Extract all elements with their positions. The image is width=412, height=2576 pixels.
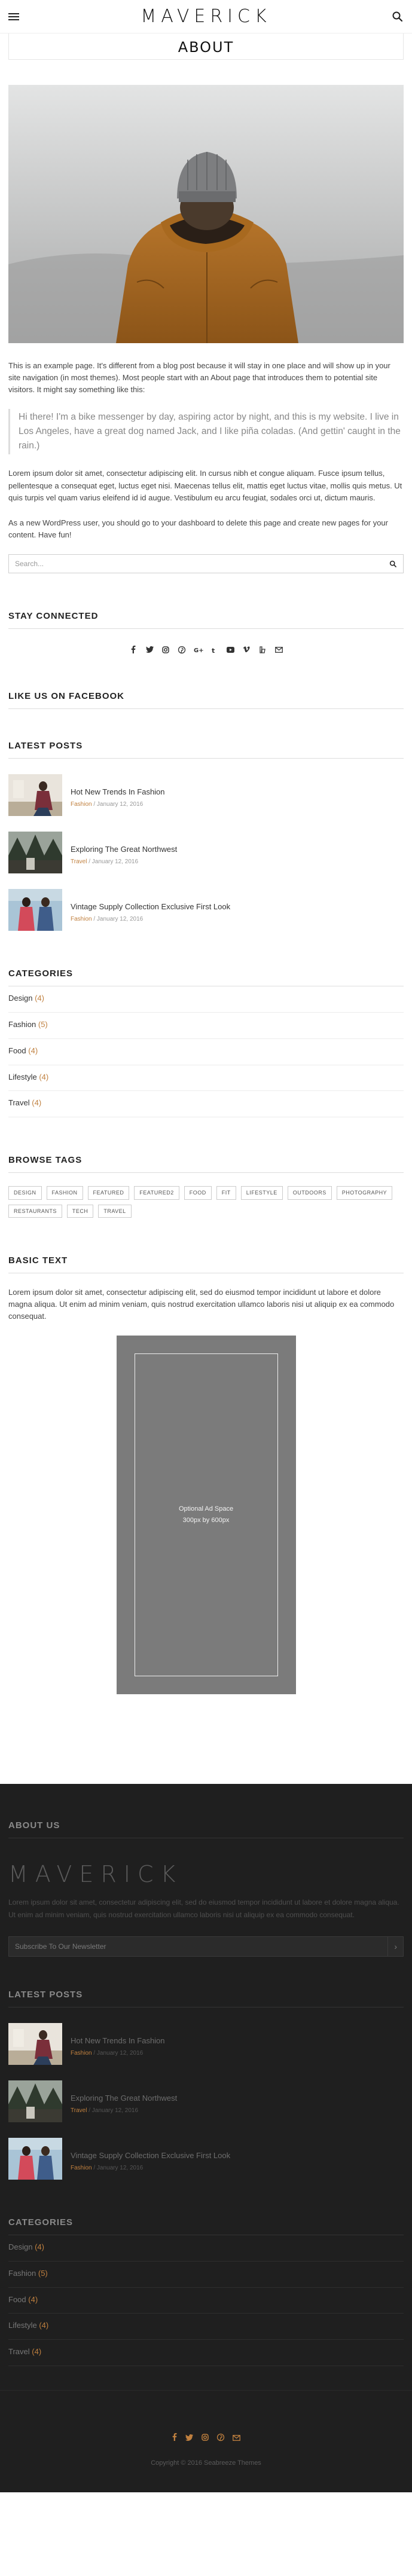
post-category[interactable]: Fashion — [71, 800, 92, 808]
footer-post-item[interactable] — [0, 2138, 412, 2180]
site-footer — [0, 1784, 412, 2492]
post-thumbnail[interactable] — [8, 774, 62, 816]
post-date: January 12, 2016 — [96, 915, 144, 922]
post-date: January 12, 2016 — [96, 800, 144, 808]
tag-link[interactable]: FIT — [216, 1186, 236, 1199]
category-item[interactable]: Food (4) — [8, 1039, 404, 1065]
youtube-icon[interactable] — [227, 646, 234, 653]
category-item[interactable]: Fashion (5) — [8, 2262, 404, 2288]
post-category[interactable]: Fashion — [71, 2164, 92, 2171]
ad-space[interactable] — [117, 1336, 296, 1694]
basic-text-body: Lorem ipsum dolor sit amet, consectetur adipiscing elit, sed do eiusmod tempor incididunt ut labore et dolore magna aliqua. Ut enim ad minim veniam, quis nostrud exercitation ullamco laboris nisi ut aliquip ex ea commodo consequat. — [8, 1287, 395, 1321]
footer-about-title: ABOUT US — [8, 1820, 60, 1831]
post-title[interactable]: Vintage Supply Collection Exclusive First Look — [71, 902, 231, 912]
tag-link[interactable]: LIFESTYLE — [241, 1186, 283, 1199]
twitter-icon[interactable] — [185, 2433, 193, 2445]
post-thumbnail[interactable] — [8, 2138, 62, 2180]
pinterest-icon[interactable] — [217, 2433, 224, 2445]
hero-image — [8, 85, 404, 343]
category-item[interactable]: Design (4) — [8, 986, 404, 1013]
social-icons — [8, 646, 404, 653]
post-title[interactable]: Vintage Supply Collection Exclusive First Look — [71, 2150, 231, 2160]
tags-title: BROWSE TAGS — [8, 1155, 83, 1166]
post-meta: Travel / January 12, 2016 — [71, 858, 139, 865]
footer-category-list — [0, 2235, 412, 2366]
copyright-text: Copyright © 2016 Seabreeze Themes — [151, 2459, 261, 2467]
newsletter-input[interactable] — [15, 1942, 387, 1951]
tag-link[interactable]: FOOD — [184, 1186, 212, 1199]
post-category[interactable]: Travel — [71, 2107, 87, 2114]
basic-text-title: BASIC TEXT — [8, 1255, 68, 1266]
instagram-icon[interactable] — [162, 646, 170, 653]
latest-posts-title: LATEST POSTS — [8, 741, 83, 751]
footer-social-icons — [0, 2433, 412, 2445]
tag-link[interactable]: FASHION — [47, 1186, 83, 1199]
post-meta: Fashion / January 12, 2016 — [71, 2164, 144, 2171]
ad-size: 300px by 600px — [182, 1517, 230, 1524]
quote-block: Hi there! I'm a bike messenger by day, aspiring actor by night, and this is my website. I live in Los Angeles, have a great dog named Jack, and I like piña coladas. (And gettin' caught in the rain.) — [8, 409, 404, 454]
tag-link[interactable]: FEATURED2 — [134, 1186, 179, 1199]
footer-latest-posts-title: LATEST POSTS — [8, 1989, 83, 2000]
ad-label: Optional Ad Space — [178, 1505, 234, 1512]
ad-frame — [135, 1353, 278, 1676]
category-item[interactable]: Design (4) — [8, 2235, 404, 2262]
newsletter-submit-icon[interactable]: › — [387, 1937, 397, 1956]
post-date: January 12, 2016 — [91, 2107, 139, 2114]
post-thumbnail[interactable] — [8, 889, 62, 931]
stay-connected-title: STAY CONNECTED — [8, 611, 99, 622]
category-item[interactable]: Food (4) — [8, 2288, 404, 2314]
post-item[interactable] — [8, 832, 404, 873]
post-category[interactable]: Fashion — [71, 2049, 92, 2056]
post-title[interactable]: Hot New Trends In Fashion — [71, 2036, 165, 2045]
page-title: ABOUT — [178, 39, 234, 56]
category-item[interactable]: Lifestyle (4) — [8, 2314, 404, 2340]
search-form — [8, 554, 404, 573]
footer-about-text: Lorem ipsum dolor sit amet, consectetur adipiscing elit, sed do eiusmod tempor incididunt ut labore et dolore magna aliqua. Ut enim ad minim veniam, quis nostrud exercitation ullamco laboris nisi ut aliquip ex ea commodo consequat. — [8, 1898, 399, 1919]
lorem-paragraph: Lorem ipsum dolor sit amet, consectetur adipiscing elit. In cursus nibh et congue aliquam. Fusce ipsum tellus, pellentesque a consequat eget, luctus eget nisi. Maecenas tellus elit, mattis eget luctus vitae, mollis quis metus. Ut quis turpis vel quam varius eleifend id id augue. Vestibulum eu arcu feugiat, sodales orci ut, dictum mauris. — [8, 469, 402, 502]
newsletter-form — [8, 1936, 404, 1957]
categories-title: CATEGORIES — [8, 968, 74, 979]
tag-link[interactable]: FEATURED — [88, 1186, 130, 1199]
facebook-icon[interactable] — [172, 2433, 177, 2445]
post-title[interactable]: Exploring The Great Northwest — [71, 845, 178, 854]
post-meta: Fashion / January 12, 2016 — [71, 915, 144, 922]
post-meta: Fashion / January 12, 2016 — [71, 800, 144, 808]
hamburger-menu-icon[interactable] — [8, 13, 19, 20]
footer-post-item[interactable] — [0, 2080, 412, 2122]
outro-paragraph: As a new WordPress user, you should go to your dashboard to delete this page and create new pages for your content. Have fun! — [8, 518, 388, 540]
pinterest-icon[interactable] — [178, 646, 186, 653]
tag-link[interactable]: TECH — [67, 1205, 94, 1218]
post-item[interactable] — [8, 774, 404, 816]
post-thumbnail[interactable] — [8, 832, 62, 873]
twitter-icon[interactable] — [146, 646, 154, 653]
facebook-widget — [0, 689, 412, 709]
post-thumbnail[interactable] — [8, 2080, 62, 2122]
intro-paragraph: This is an example page. It's different from a blog post because it will stay in one place and will show up in your site navigation (in most themes). Most people start with an About page that introduces them to potential site visitors. It might say something like this: — [8, 361, 390, 395]
site-logo[interactable]: MAVERICK — [141, 6, 271, 27]
tag-link[interactable]: OUTDOORS — [288, 1186, 332, 1199]
svg-text:t: t — [212, 646, 215, 655]
category-item[interactable]: Lifestyle (4) — [8, 1065, 404, 1092]
facebook-title: LIKE US ON FACEBOOK — [8, 691, 125, 702]
category-list — [8, 986, 404, 1117]
facebook-icon[interactable] — [130, 646, 138, 653]
tag-link[interactable]: DESIGN — [8, 1186, 42, 1199]
post-date: January 12, 2016 — [91, 858, 139, 865]
basic-text-widget — [0, 1254, 412, 1273]
instagram-icon[interactable] — [202, 2433, 209, 2445]
search-icon[interactable] — [392, 11, 404, 23]
stay-connected-widget — [0, 609, 412, 653]
post-category[interactable]: Travel — [71, 858, 87, 865]
category-item[interactable]: Travel (4) — [8, 2340, 404, 2366]
post-meta: Fashion / January 12, 2016 — [71, 2049, 144, 2056]
footer-logo[interactable]: MAVERICK — [8, 1861, 183, 1888]
post-meta: Travel / January 12, 2016 — [71, 2107, 139, 2114]
email-icon[interactable] — [233, 2433, 240, 2445]
search-submit-icon[interactable] — [389, 560, 397, 568]
tumblr-icon[interactable] — [210, 646, 218, 653]
post-thumbnail[interactable] — [8, 2023, 62, 2065]
tag-link[interactable]: TRAVEL — [98, 1205, 131, 1218]
tag-link[interactable]: RESTAURANTS — [8, 1205, 62, 1218]
bloglovin-icon[interactable] — [259, 646, 267, 653]
post-title[interactable]: Exploring The Great Northwest — [71, 2093, 178, 2103]
category-item[interactable]: Fashion (5) — [8, 1013, 404, 1039]
post-category[interactable]: Fashion — [71, 915, 92, 922]
page-content — [0, 360, 412, 541]
post-date: January 12, 2016 — [96, 2049, 144, 2056]
latest-posts-widget — [0, 739, 412, 931]
email-icon[interactable] — [275, 646, 283, 653]
tag-cloud — [8, 1186, 404, 1218]
post-item[interactable] — [8, 889, 404, 931]
tag-link[interactable]: PHOTOGRAPHY — [337, 1186, 392, 1199]
post-date: January 12, 2016 — [96, 2164, 144, 2171]
categories-widget — [0, 967, 412, 1117]
search-input[interactable] — [15, 560, 389, 568]
footer-post-item[interactable] — [0, 2023, 412, 2065]
post-title[interactable]: Hot New Trends In Fashion — [71, 787, 165, 797]
svg-text:G+: G+ — [194, 647, 204, 655]
page-title-box — [8, 33, 404, 60]
category-item[interactable]: Travel (4) — [8, 1091, 404, 1117]
vimeo-icon[interactable] — [243, 646, 251, 653]
site-header — [0, 0, 412, 33]
tags-widget — [0, 1153, 412, 1218]
google-plus-icon[interactable] — [194, 646, 202, 653]
footer-categories-title: CATEGORIES — [8, 2217, 74, 2227]
